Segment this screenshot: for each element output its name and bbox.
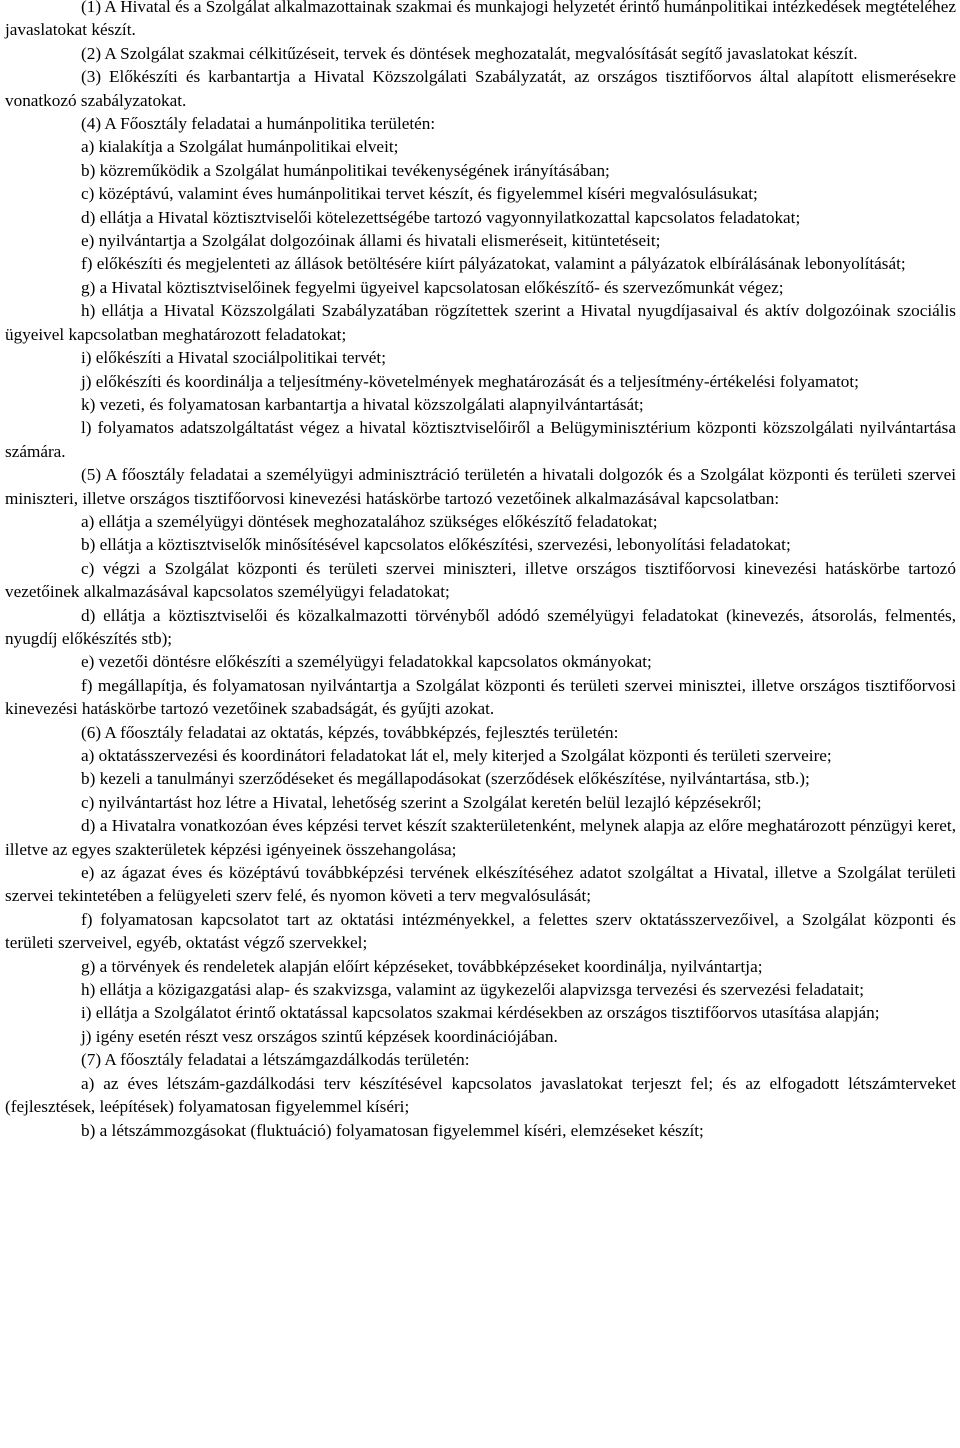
list-item-7a: a) az éves létszám-gazdálkodási terv készítésével kapcsolatos javaslatokat terjeszt fel; és az elfogadott létszámterveket (fejlesztések, leépítések) folyamatosan figyelemmel kíséri; xyxy=(5,1073,956,1117)
list-item-7b: b) a létszámmozgásokat (fluktuáció) folyamatosan figyelemmel kíséri, elemzéseket készít; xyxy=(81,1120,704,1140)
section-4-heading: (4) A Főosztály feladatai a humánpolitika területén: xyxy=(81,114,436,134)
list-item-4b: b) közreműködik a Szolgálat humánpolitikai tevékenységének irányításában; xyxy=(81,160,610,180)
list-item-5d: d) ellátja a köztisztviselői és közalkalmazotti törvényből adódó személyügyi feladatokat (kinevezés, átsorolás, felmentés, nyugdíj előkészítés stb); xyxy=(5,605,956,648)
list-item-4l: l) folyamatos adatszolgáltatást végez a hivatal köztisztviselőiről a Belügyminisztérium központi közszolgálati nyilvántartása számára. xyxy=(5,418,956,461)
list-item-5c: c) végzi a Szolgálat központi és területi szervei miniszteri, illetve országos tisztifőorvosi kinevezési hatáskörbe tartozó vezetőinek alkalmazásával kapcsolatos személyügyi feladatokat; xyxy=(5,558,956,602)
paragraph-2: (2) A Szolgálat szakmai célkitűzéseit, tervek és döntések meghozatalát, megvalósítását segítő javaslatokat készít. xyxy=(81,43,858,63)
list-item-6c: c) nyilvántartást hoz létre a Hivatal, lehetőség szerint a Szolgálat keretén belül lezajló képzésekről; xyxy=(81,792,762,812)
list-item-5e: e) vezetői döntésre előkészíti a személyügyi feladatokkal kapcsolatos okmányokat; xyxy=(81,652,652,672)
list-item-4i: i) előkészíti a Hivatal szociálpolitikai tervét; xyxy=(81,348,386,368)
paragraph-1: (1) A Hivatal és a Szolgálat alkalmazottainak szakmai és munkajogi helyzetét érintő humánpolitikai intézkedések megtételéhez javaslatokat készít. xyxy=(5,0,956,40)
list-item-6f: f) folyamatosan kapcsolatot tart az oktatási intézményekkel, a felettes szerv oktatásszervezőivel, a Szolgálat központi és területi szerveivel, egyéb, oktatást végző szervekkel; xyxy=(5,909,956,953)
document-body xyxy=(5,0,956,1142)
list-item-4a: a) kialakítja a Szolgálat humánpolitikai elveit; xyxy=(81,137,399,157)
section-5-heading: (5) A főosztály feladatai a személyügyi adminisztráció területén a hivatali dolgozók és a Szolgálat központi és területi szervei miniszteri, illetve országos tisztifőorvosi kinevezési hatáskörbe tartozó vezetőinek alkalmazásával kapcsolatban: xyxy=(5,465,956,508)
list-item-4h: h) ellátja a Hivatal Közszolgálati Szabályzatában rögzítettek szerint a Hivatal nyugdíjasaival és aktív dolgozóinak szociális ügyeivel kapcsolatban meghatározott feladatokat; xyxy=(5,301,956,344)
list-item-6h: h) ellátja a közigazgatási alap- és szakvizsga, valamint az ügykezelői alapvizsga tervezési és szervezési feladatait; xyxy=(81,980,865,1000)
list-item-4d: d) ellátja a Hivatal köztisztviselői kötelezettségébe tartozó vagyonnyilatkozattal kapcsolatos feladatokat; xyxy=(81,207,801,227)
list-item-6g: g) a törvények és rendeletek alapján előírt képzéseket, továbbképzéseket koordinálja, nyilvántartja; xyxy=(81,956,763,976)
list-item-4j: j) előkészíti és koordinálja a teljesítmény-követelmények meghatározását és a teljesítmény-értékelési folyamatot; xyxy=(81,371,859,391)
paragraph-3: (3) Előkészíti és karbantartja a Hivatal Közszolgálati Szabályzatát, az országos tisztifőorvos által alapított elismerésekre vonatkozó szabályzatokat. xyxy=(5,67,956,110)
list-item-5f: f) megállapítja, és folyamatosan nyilvántartja a Szolgálat központi és területi szervei minisztei, illetve országos tisztifőorvosi kinevezési hatáskörbe tartozó vezetőinek szabadságát, és gyűjti azokat. xyxy=(5,675,956,719)
list-item-6a: a) oktatásszervezési és koordinátori feladatokat lát el, mely kiterjed a Szolgálat központi és területi szerveire; xyxy=(81,746,832,765)
list-item-4k: k) vezeti, és folyamatosan karbantartja a hivatal közszolgálati alapnyilvántartását; xyxy=(81,394,644,414)
section-6-heading: (6) A főosztály feladatai az oktatás, képzés, továbbképzés, fejlesztés területén: xyxy=(81,722,619,742)
list-item-5b: b) ellátja a köztisztviselők minősítésével kapcsolatos előkészítési, szervezési, lebonyolítási feladatokat; xyxy=(81,535,791,555)
list-item-6e: e) az ágazat éves és középtávú továbbképzési tervének elkészítéséhez adatot szolgáltat a Hivatal, illetve a Szolgálat területi szervei tekintetében a felügyeleti szerv felé, és nyomon követi a terv megvalósulását; xyxy=(5,863,956,906)
list-item-6d: d) a Hivatalra vonatkozóan éves képzési tervet készít szakterületenként, melynek alapja az előre meghatározott pénzügyi keret, illetve az egyes szakterületek képzési igényeinek összehangolása; xyxy=(5,816,956,859)
list-item-6b: b) kezeli a tanulmányi szerződéseket és megállapodásokat (szerződések előkészítése, nyilvántartása, stb.); xyxy=(81,769,810,789)
list-item-5a: a) ellátja a személyügyi döntések meghozatalához szükséges előkészítő feladatokat; xyxy=(81,511,658,531)
list-item-6j: j) igény esetén részt vesz országos szintű képzések koordinációjában. xyxy=(81,1026,558,1046)
list-item-4f: f) előkészíti és megjelenteti az állások betöltésére kiírt pályázatokat, valamint a pályázatok elbírálásának lebonyolítását; xyxy=(81,254,906,274)
list-item-4g: g) a Hivatal köztisztviselőinek fegyelmi ügyeivel kapcsolatosan előkészítő- és szervezőmunkát végez; xyxy=(81,277,784,297)
list-item-4c: c) középtávú, valamint éves humánpolitikai tervet készít, és figyelemmel kíséri megvalósulásukat; xyxy=(81,184,758,204)
list-item-6i: i) ellátja a Szolgálatot érintő oktatással kapcsolatos szakmai kérdésekben az országos tisztifőorvos utasítása alapján; xyxy=(81,1003,880,1023)
section-7-heading: (7) A főosztály feladatai a létszámgazdálkodás területén: xyxy=(81,1050,470,1070)
list-item-4e: e) nyilvántartja a Szolgálat dolgozóinak állami és hivatali elismeréseit, kitüntetéseit; xyxy=(81,231,661,251)
